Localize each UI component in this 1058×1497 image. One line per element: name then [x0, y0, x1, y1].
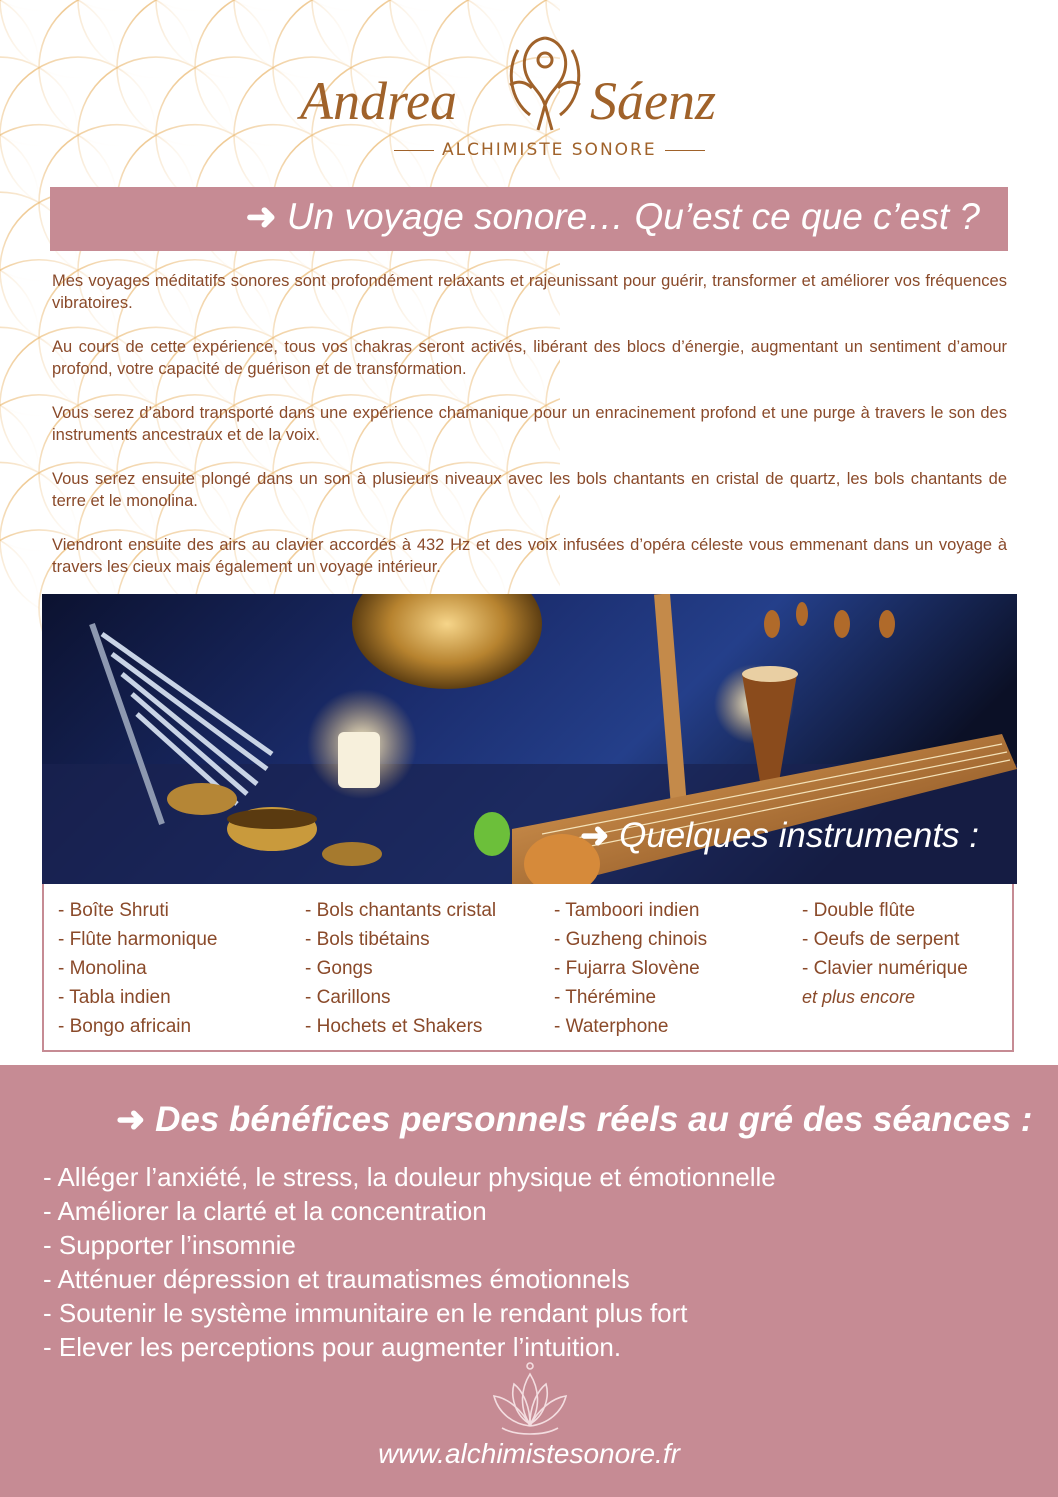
list-item: - Hochets et Shakers	[305, 1016, 483, 1037]
pattern-circle	[78, 0, 234, 78]
pattern-circle	[351, 0, 507, 10]
arrow-right-icon: ➜	[580, 816, 610, 855]
instruments-list	[42, 884, 1014, 1052]
list-item: - Thérémine	[554, 987, 657, 1008]
voyage-title-text: Un voyage sonore… Qu’est ce que c’est ?	[286, 196, 980, 237]
list-item: - Double flûte	[802, 900, 916, 921]
pattern-circle	[0, 260, 39, 416]
more-instruments-note: et plus encore	[802, 987, 916, 1007]
paragraph: Viendront ensuite des airs au clavier accordés à 432 Hz et des voix infusées d’opéra céleste vous emmenant dans un voyage à travers les cieux mais également un voyage intérieur.	[52, 536, 1007, 576]
instruments-column	[554, 896, 707, 1041]
list-item: - Gongs	[305, 958, 373, 979]
tagline-rule-right	[665, 150, 705, 151]
list-item: - Soutenir le système immunitaire en le rendant plus fort	[43, 1298, 688, 1328]
pattern-circle	[429, 0, 560, 10]
list-item: - Bols chantants cristal	[305, 900, 497, 921]
list-item: - Atténuer dépression et traumatismes émotionnels	[43, 1264, 630, 1294]
paragraph: Vous serez ensuite plongé dans un son à plusieurs niveaux avec les bols chantants en cristal de quartz, les bols chantants de terre et le monolina.	[52, 470, 1007, 510]
voyage-description	[52, 270, 1007, 600]
pattern-circle	[0, 0, 39, 10]
benefits-list	[43, 1160, 776, 1364]
pattern-circle	[156, 0, 312, 78]
list-item: - Alléger l’anxiété, le stress, la douleur physique et émotionnelle	[43, 1162, 776, 1192]
list-item: - Monolina	[58, 958, 147, 979]
instruments-title	[580, 816, 979, 856]
list-item: - Améliorer la clarté et la concentration	[43, 1196, 487, 1226]
lotus-icon	[488, 1360, 572, 1440]
pattern-circle	[0, 125, 39, 281]
goddess-figure-icon	[500, 30, 590, 140]
list-item: - Elever les perceptions pour augmenter l’intuition.	[43, 1332, 622, 1362]
pattern-circle	[0, 0, 39, 146]
benefits-section	[0, 1065, 1058, 1497]
list-item: - Tamboori indien	[554, 900, 700, 921]
logo-tagline	[386, 140, 713, 160]
pattern-circle	[0, 530, 39, 640]
list-item: - Waterphone	[554, 1016, 669, 1037]
list-item: - Carillons	[305, 987, 391, 1008]
instruments-title-text: Quelques instruments :	[619, 816, 979, 855]
voyage-title	[246, 195, 980, 238]
pattern-circle	[195, 0, 351, 10]
instruments-column	[802, 896, 968, 1012]
pattern-circle	[273, 0, 429, 10]
list-item: - Fujarra Slovène	[554, 958, 700, 979]
pattern-circle	[117, 0, 273, 10]
paragraph: Vous serez d’abord transporté dans une expérience chamanique pour un enracinement profond et une purge à travers le son des instruments ancestraux et de la voix.	[52, 404, 1007, 444]
brand-logo	[290, 30, 760, 170]
list-item: - Bols tibétains	[305, 929, 430, 950]
instruments-column	[58, 896, 217, 1041]
logo-tagline-text: ALCHIMISTE SONORE	[442, 140, 657, 160]
list-item: - Guzheng chinois	[554, 929, 708, 950]
list-item: - Flûte harmonique	[58, 929, 218, 950]
list-item: - Tabla indien	[58, 987, 171, 1008]
list-item: - Bongo africain	[58, 1016, 192, 1037]
logo-first-name: Andrea	[300, 71, 457, 131]
pattern-circle	[0, 395, 39, 551]
pattern-circle	[0, 0, 117, 146]
website-link[interactable]: www.alchimistesonore.fr	[378, 1438, 680, 1469]
paragraph: Au cours de cette expérience, tous vos chakras seront activés, libérant des blocs d’énergie, augmentant un sentiment d’amour profond, votre capacité de guérison et de transformation.	[52, 338, 1007, 378]
arrow-right-icon: ➜	[116, 1100, 146, 1139]
list-item: - Supporter l’insomnie	[43, 1230, 296, 1260]
voyage-title-band	[50, 187, 1008, 251]
benefits-title	[116, 1100, 1032, 1140]
arrow-right-icon: ➜	[245, 196, 277, 237]
benefits-title-text: Des bénéfices personnels réels au gré des séances :	[155, 1100, 1033, 1139]
pattern-circle	[0, 0, 156, 78]
tagline-rule-left	[394, 150, 434, 151]
logo-last-name: Sáenz	[590, 71, 716, 131]
list-item: - Oeufs de serpent	[802, 929, 960, 950]
instruments-column	[305, 896, 496, 1041]
paragraph: Mes voyages méditatifs sonores sont profondément relaxants et rajeunissant pour guérir, transformer et améliorer vos fréquences vibratoires.	[52, 272, 1007, 312]
list-item: - Boîte Shruti	[58, 900, 169, 921]
instruments-photo	[42, 594, 1017, 884]
pattern-circle	[39, 0, 195, 10]
list-item: - Clavier numérique	[802, 958, 968, 979]
